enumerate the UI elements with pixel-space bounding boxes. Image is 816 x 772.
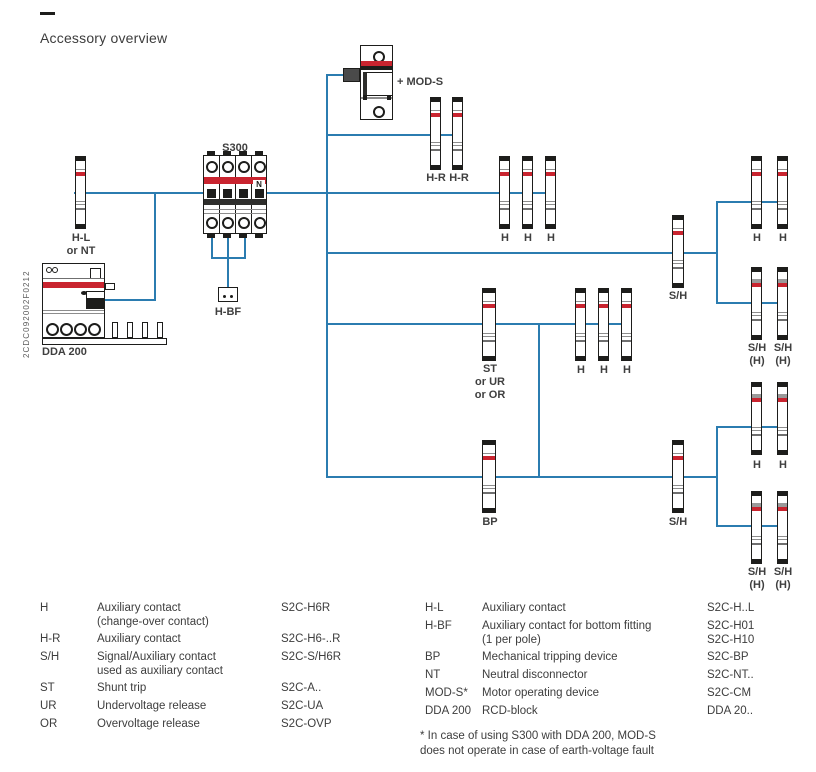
dda-terminal (60, 323, 73, 336)
legend-part: S2C-OVP (281, 718, 332, 730)
line-shh-upper (716, 302, 784, 304)
device-sh-strip (672, 215, 684, 288)
legend-desc: Motor operating device (482, 687, 599, 699)
line-shh-lower (716, 525, 784, 527)
legend-desc: Auxiliary contact (97, 602, 181, 614)
s300-separator (251, 156, 252, 233)
legend-part: S2C-CM (707, 687, 752, 699)
legend-abbr: ST (40, 682, 55, 694)
device-shh-strip (777, 491, 788, 564)
s300-line (204, 213, 266, 214)
legend-abbr: NT (425, 669, 441, 681)
legend-abbr: H-L (425, 602, 444, 614)
busbar-base (42, 338, 167, 345)
label-h-paren: (H) (749, 355, 765, 367)
busbar-tooth (112, 322, 118, 338)
device-hr-strip (430, 97, 441, 170)
s300-toggle (223, 189, 232, 198)
device-s300-breaker (203, 155, 267, 234)
label-h: H (577, 364, 585, 376)
busbar-tooth (127, 322, 133, 338)
riser-upper-cluster (716, 201, 718, 304)
riser-st-bp (538, 323, 540, 478)
device-h-strip (499, 156, 510, 229)
footnote (420, 729, 656, 759)
device-shh-strip (777, 267, 788, 340)
legend-desc: Shunt trip (97, 682, 147, 694)
s300-toggle (207, 189, 216, 198)
image-code-vertical: 2CDC092002F0212 (22, 270, 31, 358)
legend-abbr: H (40, 602, 49, 614)
s300-terminal (254, 161, 266, 173)
legend-part: S2C-H6-..R (281, 633, 341, 645)
dda-terminal (46, 323, 59, 336)
legend-part: S2C-H01 (707, 620, 755, 632)
mods-clip (363, 95, 367, 100)
label-h-paren: (H) (775, 355, 791, 367)
legend-abbr: MOD-S* (425, 687, 468, 699)
mods-knob (343, 68, 360, 82)
s300-tab (207, 234, 215, 238)
legend-desc: Overvoltage release (97, 718, 200, 730)
s300-neutral-label: N (253, 180, 265, 190)
riser-dda (154, 192, 156, 301)
legend-desc: (change-over contact) (97, 616, 209, 628)
mods-black-band (361, 66, 392, 70)
label-h: H (501, 232, 509, 244)
device-h-strip (522, 156, 533, 229)
label-hbf: H-BF (214, 306, 242, 318)
legend-desc: (1 per pole) (482, 634, 541, 646)
line-bp (326, 476, 716, 478)
label-or-nt: or NT (66, 245, 96, 257)
legend-desc: Mechanical tripping device (482, 651, 618, 663)
dda-toggle (86, 291, 105, 309)
device-h-strip (621, 288, 632, 361)
section-dash (40, 12, 55, 15)
legend-abbr: UR (40, 700, 57, 712)
label-mods: + MOD-S (397, 76, 444, 88)
s300-dark-band (204, 199, 266, 205)
legend-part: S2C-H6R (281, 602, 331, 614)
label-sh: S/H (773, 342, 793, 354)
s300-toggle (255, 189, 264, 198)
label-sh: S/H (747, 342, 767, 354)
s300-tab (239, 234, 247, 238)
label-h: H (753, 459, 761, 471)
device-hr-strip (452, 97, 463, 170)
label-s300: S300 (222, 142, 248, 154)
dda-dot (52, 267, 58, 273)
legend-part: S2C-NT.. (707, 669, 754, 681)
hbf-drop (227, 257, 229, 288)
label-bp: BP (482, 516, 498, 528)
device-hbf (218, 287, 238, 302)
device-bp-strip (482, 440, 496, 513)
device-mods (360, 45, 393, 120)
s300-terminal (222, 161, 234, 173)
busbar-tooth (142, 322, 148, 338)
mods-clip (387, 95, 391, 100)
label-h: H (600, 364, 608, 376)
label-or-ur: or UR (475, 376, 505, 388)
device-h-strip (751, 156, 762, 229)
label-h-paren: (H) (775, 579, 791, 591)
label-h: H (524, 232, 532, 244)
line-hh-upper (716, 201, 784, 203)
dda-red-band (43, 282, 104, 288)
legend-abbr: H-BF (425, 620, 452, 632)
label-sh: S/H (668, 290, 688, 302)
dda-line (43, 313, 104, 314)
s300-terminal (254, 217, 266, 229)
riser-lower-cluster (716, 426, 718, 527)
device-h-strip (777, 156, 788, 229)
s300-line (204, 209, 266, 210)
legend-desc: Signal/Auxiliary contact (97, 651, 216, 663)
device-h-strip (598, 288, 609, 361)
s300-terminal (222, 217, 234, 229)
trunk-vertical (326, 74, 328, 478)
label-st: ST (482, 363, 498, 375)
line-main (74, 192, 552, 194)
s300-separator (235, 156, 236, 233)
legend-part: S2C-UA (281, 700, 324, 712)
legend-part: S2C-H..L (707, 602, 755, 614)
label-sh: S/H (668, 516, 688, 528)
device-hl-strip (75, 156, 86, 229)
legend-part: S2C-A.. (281, 682, 322, 694)
line-dda-stub (105, 299, 155, 301)
label-dda200: DDA 200 (42, 346, 87, 358)
device-h-strip (751, 382, 762, 455)
legend-desc: used as auxiliary contact (97, 665, 223, 677)
s300-terminal (206, 217, 218, 229)
device-h-strip (777, 382, 788, 455)
dda-line (43, 278, 104, 279)
legend-desc: RCD-block (482, 705, 538, 717)
dda-side-tab (105, 283, 115, 290)
label-h: H (779, 232, 787, 244)
legend-part: S2C-S/H6R (281, 651, 342, 663)
s300-toggle (239, 189, 248, 198)
label-hr: H-R (449, 172, 469, 184)
mods-screw (373, 106, 385, 118)
label-sh: S/H (747, 566, 767, 578)
legend-abbr: S/H (40, 651, 60, 663)
line-to-mods (326, 74, 344, 76)
page-title: Accessory overview (40, 30, 168, 46)
legend-desc: Neutral disconnector (482, 669, 588, 681)
label-h: H (547, 232, 555, 244)
legend-desc: Auxiliary contact (482, 602, 566, 614)
device-h-strip (575, 288, 586, 361)
busbar-tooth (157, 322, 163, 338)
device-sh-strip (672, 440, 684, 513)
legend-part: S2C-H10 (707, 634, 755, 646)
label-h: H (779, 459, 787, 471)
label-sh: S/H (773, 566, 793, 578)
s300-terminal (206, 161, 218, 173)
label-h: H (753, 232, 761, 244)
label-h: H (623, 364, 631, 376)
device-dda200 (42, 263, 105, 338)
s300-terminal (238, 217, 250, 229)
line-hh-lower (716, 426, 784, 428)
hbf-dot (223, 295, 226, 298)
device-st-strip (482, 288, 496, 361)
s300-tab (255, 234, 263, 238)
hbf-dot (230, 295, 233, 298)
legend-abbr: H-R (40, 633, 61, 645)
footnote-line2: does not operate in case of earth-voltage fault (420, 745, 654, 757)
dda-terminal (88, 323, 101, 336)
legend-part: DDA 20.. (707, 705, 754, 717)
legend-desc: Undervoltage release (97, 700, 207, 712)
legend-abbr: OR (40, 718, 58, 730)
label-hr: H-R (426, 172, 446, 184)
mods-window (363, 72, 393, 96)
label-hl: H-L (71, 232, 91, 244)
line-sh-upper (326, 252, 716, 254)
footnote-line1: * In case of using S300 with DDA 200, MOD-S (420, 730, 656, 742)
dda-terminal (74, 323, 87, 336)
legend-abbr: BP (425, 651, 441, 663)
dda-line (43, 310, 104, 311)
label-or-or: or OR (474, 389, 506, 401)
s300-terminal (238, 161, 250, 173)
device-shh-strip (751, 491, 762, 564)
legend-abbr: DDA 200 (425, 705, 472, 717)
s300-separator (219, 156, 220, 233)
device-shh-strip (751, 267, 762, 340)
label-h-paren: (H) (749, 579, 765, 591)
legend-desc: Auxiliary contact for bottom fitting (482, 620, 652, 632)
legend-desc: Auxiliary contact (97, 633, 181, 645)
device-h-strip (545, 156, 556, 229)
legend-part: S2C-BP (707, 651, 749, 663)
s300-tab (223, 234, 231, 238)
